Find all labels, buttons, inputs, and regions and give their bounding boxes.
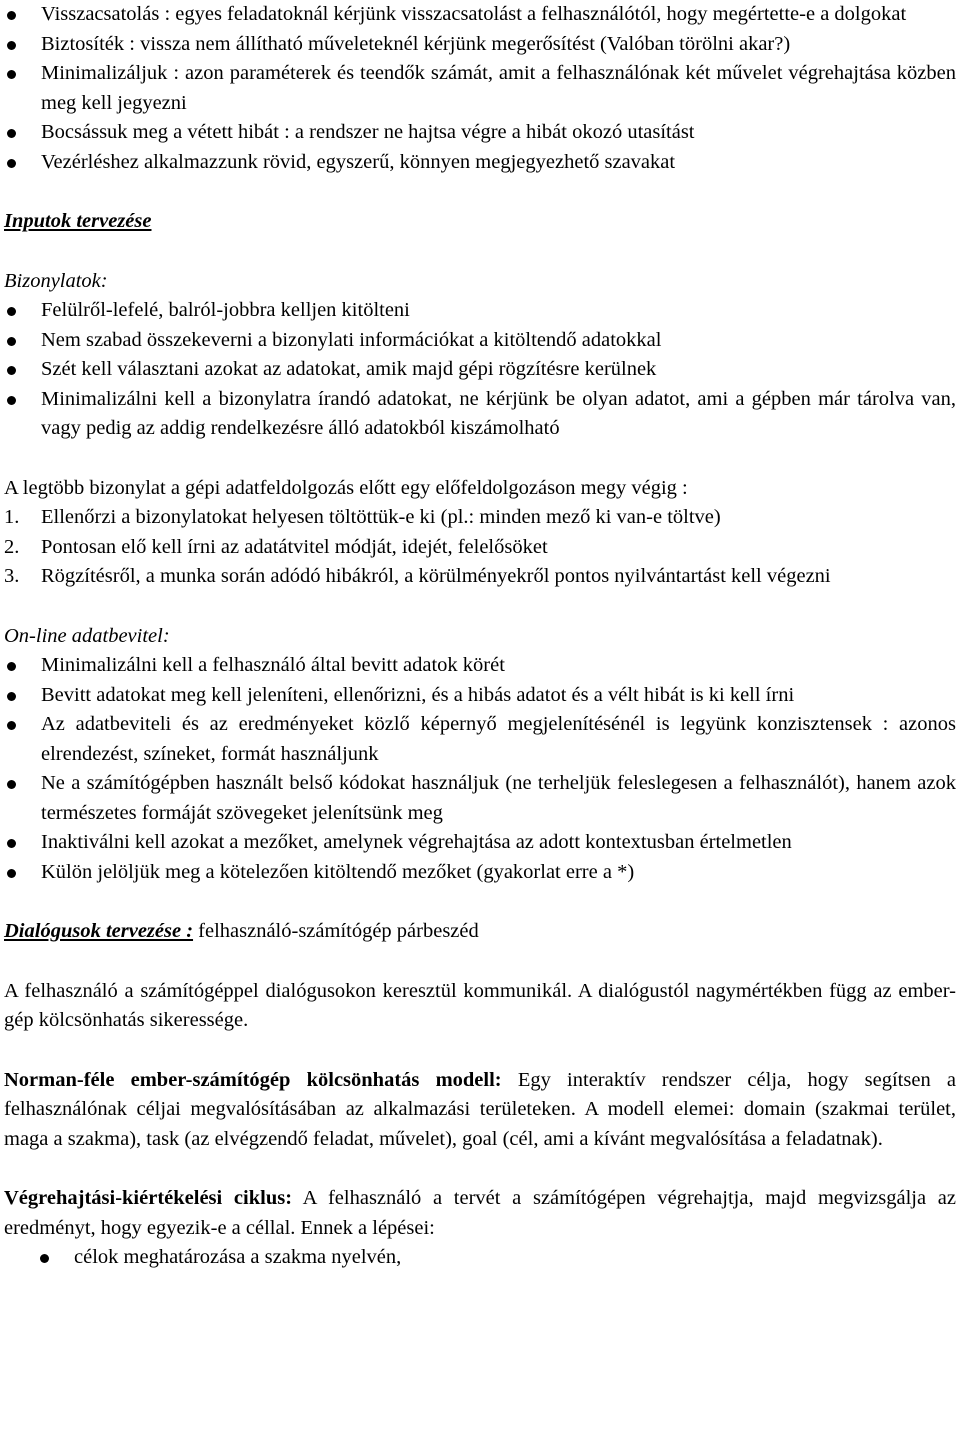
list-item: Biztosíték : vissza nem állítható műveleteknél kérjünk megerősítést (Valóban törölni akar?): [4, 30, 956, 60]
bullet-icon: [7, 721, 16, 730]
norman-paragraph: Norman-féle ember-számítógép kölcsönhatás modell: Egy interaktív rendszer célja, hogy segítsen a felhasználónak céljai megvalósításában az alkalmazási területeken. A modell elemei: domain (szakmai terület, maga a szakma), task (az elvégzendő feladat, művelet), goal (cél, ami a kívánt megvalósítása a feladatnak).: [4, 1068, 956, 1150]
list-item: Nem szabad összekeverni a bizonylati információkat a kitöltendő adatokkal: [4, 326, 956, 356]
list-item: célok meghatározása a szakma nyelvén,: [4, 1243, 956, 1273]
bullet-icon: [7, 396, 16, 405]
norman-term: Norman-féle ember-számítógép kölcsönhatás modell:: [4, 1068, 502, 1091]
cycle-bullet-list: [4, 1243, 956, 1273]
cycle-paragraph: Végrehajtási-kiértékelési ciklus: A felhasználó a tervét a számítógépen végrehajtja, majd megvizsgálja az eredményt, hogy egyezik-e a céllal. Ennek a lépései:: [4, 1187, 957, 1239]
list-item: Minimalizáljuk : azon paraméterek és teendők számát, amit a felhasználónak két művelet végrehajtása közben meg kell jegyezni: [4, 59, 956, 118]
bullet-icon: [7, 41, 16, 50]
bullet-icon: [7, 70, 16, 79]
bullet-icon: [7, 159, 16, 168]
documents-bullet-list: [4, 296, 956, 444]
inputs-heading: Inputok tervezése: [4, 210, 152, 232]
list-item: Az adatbeviteli és az eredményeket közlő képernyő megjelenítésénél is legyünk konzisztensek : azonos elrendezést, színeket, formát használjunk: [4, 710, 956, 769]
numbered-item: 2. Pontosan elő kell írni az adatátvitel módját, idejét, felelősöket: [4, 535, 548, 558]
bullet-icon: [7, 129, 16, 138]
online-bullet-list: [4, 651, 956, 887]
cycle-term: Végrehajtási-kiértékelési ciklus:: [4, 1187, 293, 1209]
list-item: Minimalizálni kell a felhasználó által bevitt adatok körét: [4, 651, 956, 681]
list-item: Minimalizálni kell a bizonylatra írandó adatokat, ne kérjünk be olyan adatot, ami a gépben már tárolva van, vagy pedig az addig rendelkezésre álló adatokból kiszámolható: [4, 385, 956, 444]
bullet-icon: [7, 307, 16, 316]
list-item: Szét kell választani azokat az adatokat, amik majd gépi rögzítésre kerülnek: [4, 355, 956, 385]
bullet-icon: [40, 1254, 49, 1263]
online-label: On-line adatbevitel:: [4, 624, 170, 647]
list-item: Külön jelöljük meg a kötelezően kitöltendő mezőket (gyakorlat erre a *): [4, 858, 956, 888]
list-item: Vezérléshez alkalmazzunk rövid, egyszerű, könnyen megjegyezhető szavakat: [4, 148, 956, 178]
bullet-icon: [7, 869, 16, 878]
documents-label: Bizonylatok:: [4, 269, 108, 292]
list-item: Bocsássuk meg a vétett hibát : a rendszer ne hajtsa végre a hibát okozó utasítást: [4, 118, 956, 148]
list-item: Ne a számítógépben használt belső kódokat használjuk (ne terheljük feleslegesen a felhasználót), hanem azok természetes formáját szövegeket jelenítsünk meg: [4, 769, 956, 828]
dialog-heading: Dialógusok tervezése :: [4, 920, 194, 942]
list-item: Visszacsatolás : egyes feladatoknál kérjünk visszacsatolást a felhasználótól, hogy megértette-e a dolgokat: [4, 0, 956, 30]
bullet-icon: [7, 839, 16, 848]
bullet-icon: [7, 780, 16, 789]
document-page: [4, 0, 956, 1273]
list-item: Bevitt adatokat meg kell jeleníteni, ellenőrizni, és a hibás adatot és a vélt hibát is ki kell írni: [4, 681, 956, 711]
bullet-icon: [7, 11, 16, 20]
dialog-paragraph: A felhasználó a számítógéppel dialógusokon keresztül kommunikál. A dialógustól nagymértékben függ az ember-gép kölcsönhatás sikeressége.: [4, 979, 956, 1031]
numbered-item: 3. Rögzítésről, a munka során adódó hibákról, a körülményekről pontos nyilvántartást kell végezni: [4, 565, 831, 587]
numbered-item: 1. Ellenőrzi a bizonylatokat helyesen töltöttük-e ki (pl.: minden mező ki van-e töltve): [4, 506, 721, 528]
dialog-heading-line: Dialógusok tervezése : felhasználó-számítógép párbeszéd: [4, 920, 479, 942]
bullet-icon: [7, 692, 16, 701]
bullet-icon: [7, 337, 16, 346]
preprocess-intro: A legtöbb bizonylat a gépi adatfeldolgozás előtt egy előfeldolgozáson megy végig :: [4, 476, 688, 499]
list-item: Felülről-lefelé, balról-jobbra kelljen kitölteni: [4, 296, 956, 326]
bullet-icon: [7, 366, 16, 375]
bullet-icon: [7, 662, 16, 671]
list-item: Inaktiválni kell azokat a mezőket, amelynek végrehajtása az adott kontextusban értelmetlen: [4, 828, 956, 858]
top-bullet-list: [4, 0, 956, 177]
